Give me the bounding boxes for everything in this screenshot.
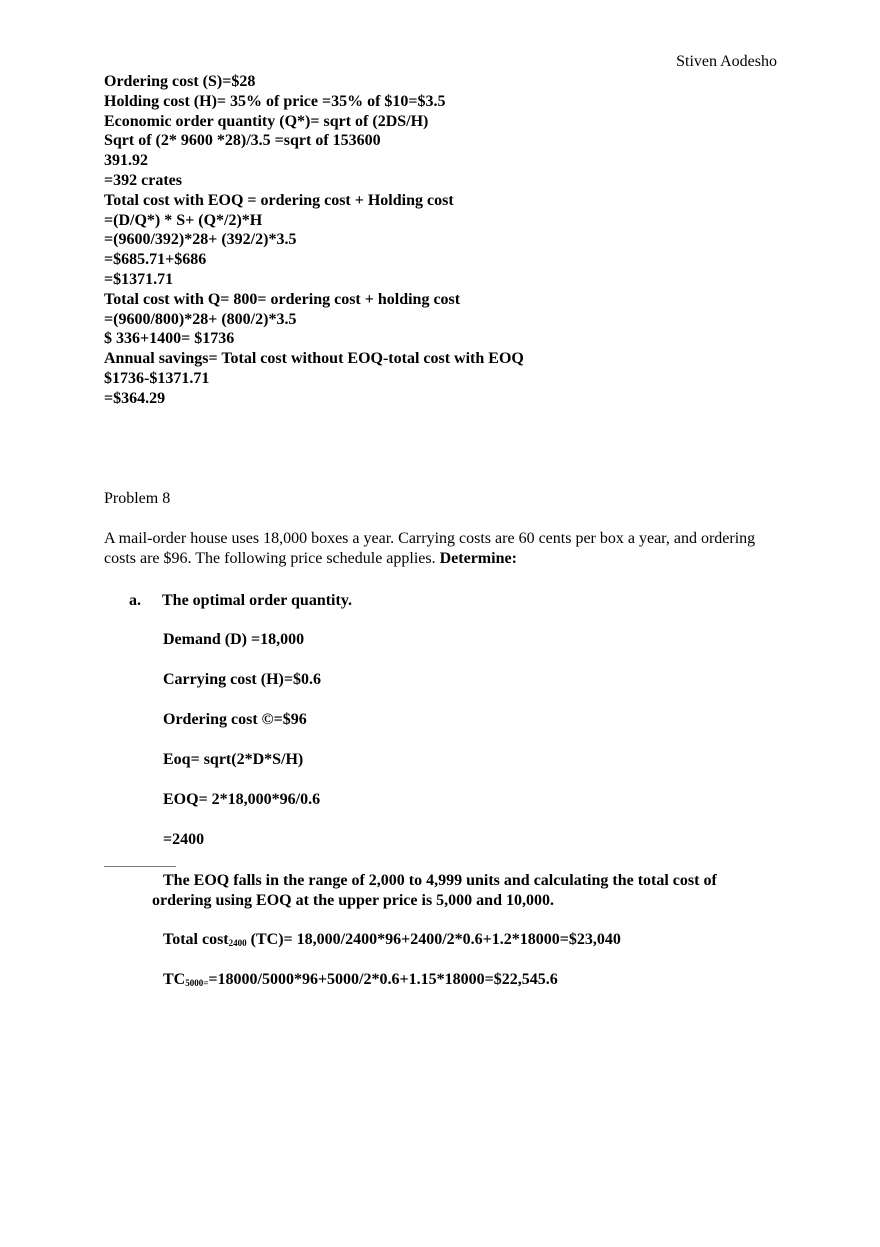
calc-line: =392 crates — [104, 171, 182, 189]
eoq-formula-line: Eoq= sqrt(2*D*S/H) — [163, 751, 304, 768]
calc-line: $1736-$1371.71 — [104, 369, 210, 387]
calc-line: =(D/Q*) * S+ (Q*/2)*H — [104, 211, 263, 229]
eoq-calc-line: EOQ= 2*18,000*96/0.6 — [163, 791, 321, 808]
calc-line: =$1371.71 — [104, 270, 174, 288]
calc-line: Economic order quantity (Q*)= sqrt of (2DS/H) — [104, 112, 429, 130]
tc1-prefix: Total cost — [163, 931, 229, 948]
part-a-title: The optimal order quantity. — [162, 592, 352, 609]
eoq-range-explanation: The EOQ falls in the range of 2,000 to 4,999 units and calculating the total cost of ordering using EOQ at the upper price is 5,000 and 10,000. — [152, 872, 717, 909]
calc-line: Total cost with Q= 800= ordering cost + holding cost — [104, 290, 461, 308]
carrying-cost-line: Carrying cost (H)=$0.6 — [163, 671, 321, 688]
calc-line: =(9600/800)*28+ (800/2)*3.5 — [104, 310, 297, 328]
part-a-label: a. — [129, 592, 141, 609]
tc2-expression: =18000/5000*96+5000/2*0.6+1.15*18000=$22,545.6 — [208, 971, 558, 988]
eoq-calculation-block — [104, 72, 524, 409]
problem-title: Problem 8 — [104, 490, 171, 507]
calc-line: Total cost with EOQ = ordering cost + Holding cost — [104, 191, 454, 209]
calc-line: Annual savings= Total cost without EOQ-total cost with EOQ — [104, 350, 524, 368]
tc2-prefix: TC — [163, 971, 186, 988]
calc-line: =$364.29 — [104, 389, 166, 407]
calc-line: $ 336+1400= $1736 — [104, 330, 235, 348]
problem-instruction: Determine: — [439, 550, 517, 567]
calc-line: 391.92 — [104, 152, 148, 170]
problem-statement — [104, 529, 764, 569]
calc-line: Sqrt of (2* 9600 *28)/3.5 =sqrt of 153600 — [104, 132, 381, 150]
total-cost-2400-line — [163, 931, 621, 949]
problem-statement-text: A mail-order house uses 18,000 boxes a year. Carrying costs are 60 cents per box a year, and ordering costs are $96. The following price schedule applies. — [104, 530, 756, 567]
calc-line: =$685.71+$686 — [104, 251, 207, 269]
ordering-cost-line: Ordering cost ©=$96 — [163, 711, 307, 728]
total-cost-5000-line — [163, 971, 558, 989]
calc-line: Holding cost (H)= 35% of price =35% of $10=$3.5 — [104, 92, 446, 110]
tc1-expression: (TC)= 18,000/2400*96+2400/2*0.6+1.2*18000=$23,040 — [246, 931, 621, 948]
calc-line: Ordering cost (S)=$28 — [104, 73, 256, 90]
calc-line: =(9600/392)*28+ (392/2)*3.5 — [104, 231, 297, 249]
footnote-separator — [104, 866, 176, 867]
author-name: Stiven Aodesho — [676, 53, 777, 70]
tc2-subscript: 5000= — [185, 978, 209, 988]
part-a-heading — [129, 592, 352, 610]
tc1-subscript: 2400 — [228, 938, 247, 948]
eoq-result-line: =2400 — [163, 831, 205, 848]
demand-line: Demand (D) =18,000 — [163, 631, 305, 648]
